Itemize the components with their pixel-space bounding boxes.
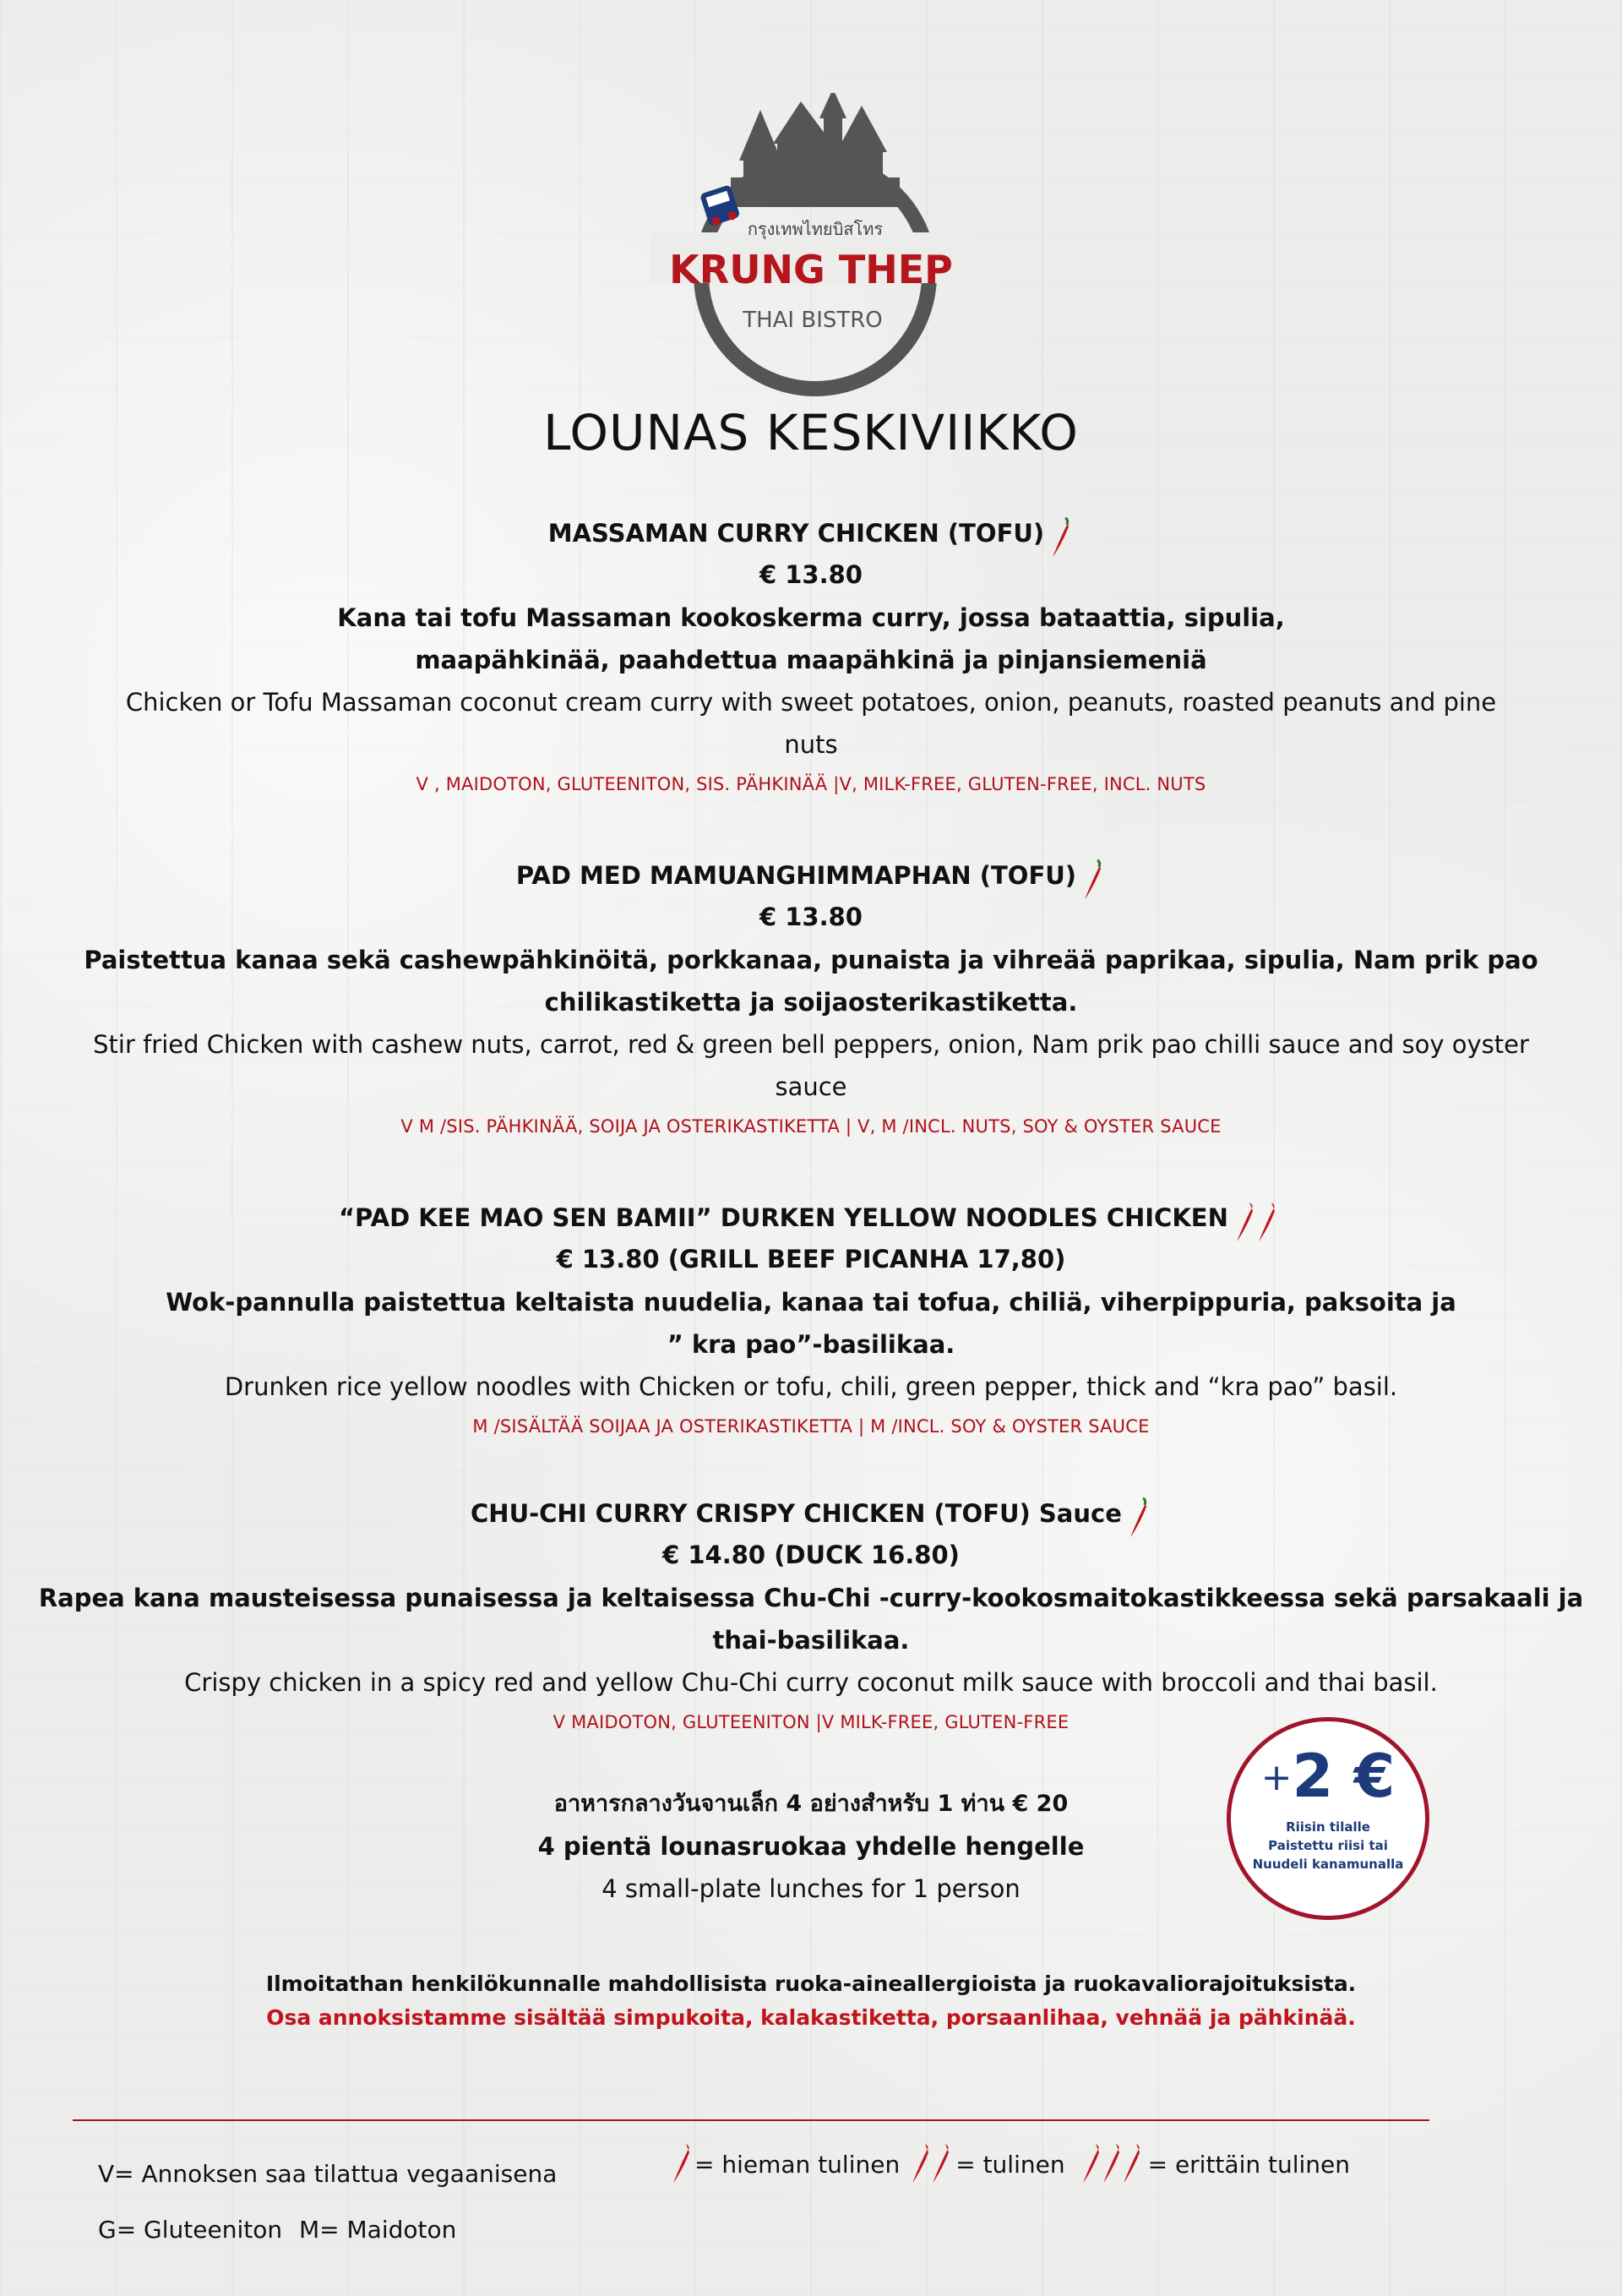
badge-plus: + bbox=[1260, 1756, 1293, 1799]
legend-vegan: V= Annoksen saa tilattua vegaanisena bbox=[98, 2160, 558, 2188]
dish-name: PAD MED MAMUANGHIMMAPHAN (TOFU) bbox=[515, 861, 1077, 890]
dish-description-fi-2: thai-basilikaa. bbox=[712, 1626, 910, 1655]
chili-icon bbox=[1080, 859, 1106, 903]
dish-description-fi-2: ” kra pao”-basilikaa. bbox=[667, 1330, 955, 1359]
dish-description-fi: Wok-pannulla paistettua keltaista nuudelia, kanaa tai tofua, chiliä, viherpippuria, paksoita ja bbox=[166, 1288, 1456, 1317]
dish-description-en: Stir fried Chicken with cashew nuts, carrot, red & green bell peppers, onion, Nam prik pao chilli sauce and soy oyster bbox=[93, 1030, 1529, 1059]
legend-gluten: G= Gluteeniton bbox=[98, 2216, 283, 2244]
dish-tags: V M /SIS. PÄHKINÄÄ, SOIJA JA OSTERIKASTIKETTA | V, M /INCL. NUTS, SOY & OYSTER SAUCE bbox=[400, 1116, 1222, 1137]
dish-description-fi: Paistettua kanaa sekä cashewpähkinöitä, porkkanaa, punaista ja vihreää paprikaa, sipulia, Nam prik pao bbox=[84, 946, 1538, 974]
divider bbox=[73, 2119, 1429, 2121]
dish-description-en-2: sauce bbox=[775, 1072, 847, 1101]
logo-thai-text: กรุงเทพไทยบิสโทร bbox=[747, 219, 884, 239]
logo-brand: KRUNG THEP bbox=[669, 247, 953, 292]
dish-description-fi: Kana tai tofu Massaman kookoskerma curry, jossa bataattia, sipulia, bbox=[337, 603, 1285, 632]
notice-line-2: Osa annoksistamme sisältää simpukoita, kalakastiketta, porsaanlihaa, vehnää ja pähkinää. bbox=[266, 2005, 1356, 2030]
chili-icon bbox=[669, 2141, 694, 2188]
triple-chili-icon bbox=[1079, 2141, 1148, 2188]
dish-3 bbox=[0, 1198, 1622, 1445]
badge-line-1: Riisin tilalle bbox=[1286, 1819, 1370, 1835]
dish-tags: M /SISÄLTÄÄ SOIJAA JA OSTERIKASTIKETTA | M /INCL. SOY & OYSTER SAUCE bbox=[472, 1416, 1150, 1437]
dish-description-en: Crispy chicken in a spicy red and yellow Chu-Chi curry coconut milk sauce with broccoli and thai basil. bbox=[184, 1668, 1438, 1697]
lunch-fi: 4 pientä lounasruokaa yhdelle hengelle bbox=[537, 1832, 1085, 1861]
dish-description-fi-2: maapähkinää, paahdettua maapähkinä ja pinjansiemeniä bbox=[415, 646, 1207, 674]
dish-1 bbox=[0, 514, 1622, 803]
legend-hot: = tulinen bbox=[955, 2150, 1065, 2179]
legend-very-hot: = erittäin tulinen bbox=[1147, 2150, 1350, 2179]
dish-price: € 13.80 (GRILL BEEF PICANHA 17,80) bbox=[556, 1245, 1066, 1273]
dish-2 bbox=[0, 856, 1622, 1145]
logo bbox=[650, 93, 972, 406]
dish-price: € 13.80 bbox=[759, 903, 863, 931]
castle-logo-icon bbox=[650, 93, 972, 406]
legend-mild: = hieman tulinen bbox=[694, 2150, 901, 2179]
lunch-thai: อาหารกลางวันจานเล็ก 4 อย่างสำหรับ 1 ท่าน € 20 bbox=[553, 1791, 1069, 1817]
double-chili-icon bbox=[1233, 1201, 1283, 1245]
dish-tags: V , MAIDOTON, GLUTEENITON, SIS. PÄHKINÄÄ |V, MILK-FREE, GLUTEN-FREE, INCL. NUTS bbox=[416, 774, 1206, 794]
dish-description-en: Drunken rice yellow noodles with Chicken or tofu, chili, green pepper, thick and “kra pao” basil. bbox=[224, 1372, 1398, 1401]
spice-legend bbox=[669, 2141, 1350, 2188]
dish-description-fi-2: chilikastiketta ja soijaosterikastiketta. bbox=[544, 988, 1078, 1017]
dish-tags: V MAIDOTON, GLUTEENITON |V MILK-FREE, GLUTEN-FREE bbox=[552, 1712, 1070, 1732]
dish-price: € 13.80 bbox=[759, 560, 863, 589]
double-chili-icon bbox=[908, 2141, 955, 2188]
dish-description-en-2: nuts bbox=[784, 730, 838, 759]
badge-amount: 2 € bbox=[1292, 1742, 1396, 1811]
dish-price: € 14.80 (DUCK 16.80) bbox=[662, 1541, 960, 1569]
dish-description-fi: Rapea kana mausteisessa punaisessa ja keltaisessa Chu-Chi -curry-kookosmaitokastikkeessa sekä parsakaali ja bbox=[38, 1584, 1584, 1612]
legend-milk: M= Maidoton bbox=[299, 2216, 457, 2244]
allergy-notice bbox=[0, 1967, 1622, 2035]
badge-line-3: Nuudeli kanamunalla bbox=[1252, 1857, 1404, 1872]
badge-line-2: Paistettu riisi tai bbox=[1268, 1838, 1388, 1853]
dish-name: CHU-CHI CURRY CRISPY CHICKEN (TOFU) Sauce bbox=[471, 1499, 1122, 1528]
badge-price bbox=[1231, 1742, 1425, 1811]
lunch-en: 4 small-plate lunches for 1 person bbox=[601, 1874, 1021, 1903]
logo-subtitle: THAI BISTRO bbox=[743, 308, 883, 333]
dish-name: MASSAMAN CURRY CHICKEN (TOFU) bbox=[547, 519, 1045, 548]
dish-description-en: Chicken or Tofu Massaman coconut cream curry with sweet potatoes, onion, peanuts, roasted peanuts and pine bbox=[125, 688, 1497, 717]
extra-price-badge bbox=[1227, 1717, 1429, 1920]
dish-4 bbox=[0, 1494, 1622, 1741]
chili-icon bbox=[1126, 1497, 1151, 1541]
dish-name: “PAD KEE MAO SEN BAMII” DURKEN YELLOW NOODLES CHICKEN bbox=[339, 1203, 1228, 1232]
notice-line-1: Ilmoitathan henkilökunnalle mahdollisista ruoka-aineallergioista ja ruokavaliorajoituksista. bbox=[265, 1972, 1357, 1996]
chili-icon bbox=[1048, 516, 1074, 560]
page-title: LOUNAS KESKIVIIKKO bbox=[543, 404, 1079, 461]
